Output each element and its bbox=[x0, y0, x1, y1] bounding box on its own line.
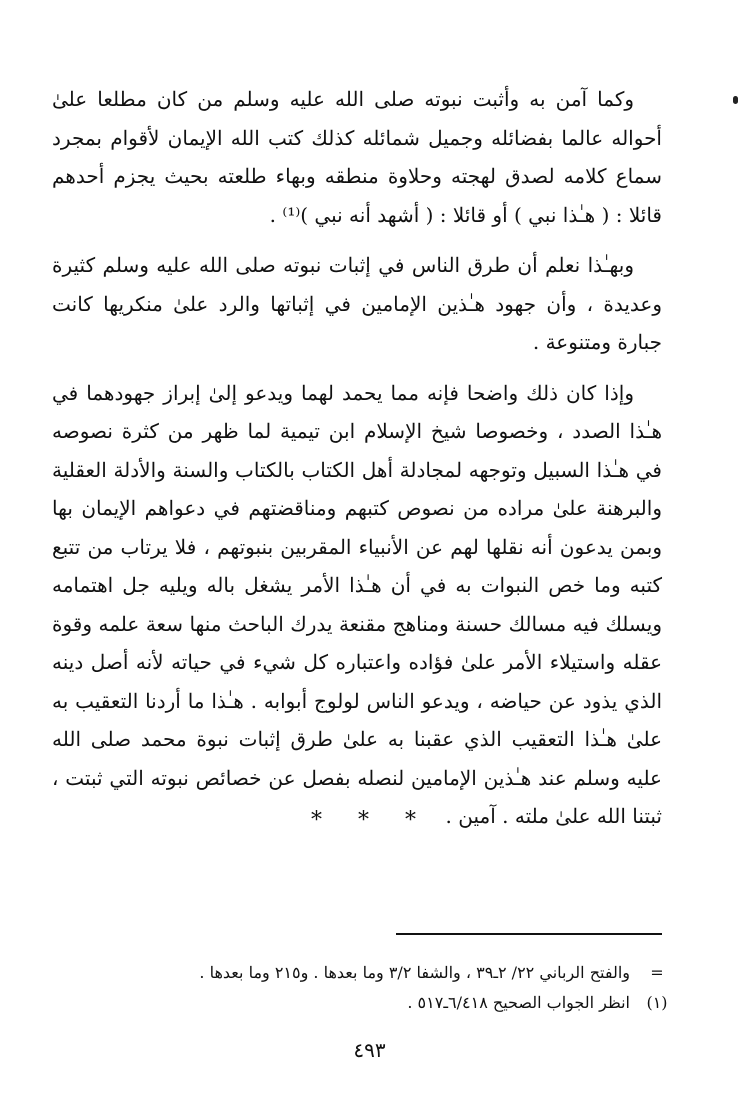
footnotes bbox=[60, 958, 670, 1018]
footnote-text: والفتح الرباني ٢٢/ ٢ـ٣٩ ، والشفا ٣/٢ وما بعدها . و٢١٥ وما بعدها . bbox=[199, 963, 630, 982]
separator-star: * bbox=[405, 808, 428, 833]
footnote-1 bbox=[60, 988, 670, 1018]
paragraph-2: وبهـٰذا نعلم أن طرق الناس في إثبات نبوته صلى الله عليه وسلم كثيرة وعديدة ، وأن جهود هـٰذين الإمامين في إثباتها والرد علىٰ منكريها كانت جبارة ومتنوعة . bbox=[52, 253, 662, 354]
main-text bbox=[52, 80, 662, 836]
footnote-mark: (١) bbox=[646, 993, 668, 1012]
footnote-rule bbox=[396, 933, 662, 935]
page-number: ٤٩٣ bbox=[353, 1038, 386, 1062]
page-edge-mark bbox=[733, 96, 738, 104]
section-separator bbox=[0, 808, 739, 833]
paragraph-3: وإذا كان ذلك واضحا فإنه مما يحمد لهما ويدعو إلىٰ إبراز جهودهما في هـٰذا الصدد ، وخصوصا شيخ الإسلام ابن تيمية لما ظهر من كثرة نصوصه في هـٰذا السبيل وتوجهه لمجادلة أهل الكتاب بالكتاب والسنة والأدلة العقلية والبرهنة علىٰ مراده من نصوص كتبهم ومناقضتهم في دعواهم الإيمان بها وبمن يدعون أنه نقلها لهم عن الأنبياء المقربين بنبوتهم ، فلا يرتاب من تتبع كتبه وما خص النبوات به في أن هـٰذا الأمر يشغل باله ويليه جل اهتمامه ويسلك فيه مسالك حسنة ومناهج مقنعة يدرك الباحث منها سعة علمه وقوة عقله واستيلاء الأمر علىٰ فؤاده واعتباره كل شيء في حياته لأنه أصل دينه الذي يذود عن حياضه ، ويدعو الناس لولوج أبوابه . هـٰذا ما أردنا التعقيب به علىٰ هـٰذا التعقيب الذي عقبنا به علىٰ طرق إثبات نبوة محمد صلى الله عليه وسلم عند هـٰذين الإمامين لنصله بفصل عن خصائص نبوته التي ثبتت ، ثبتنا الله علىٰ ملته . آمين . bbox=[52, 380, 663, 828]
footnote-text: انظر الجواب الصحيح ٦/٤١٨ـ٥١٧ . bbox=[407, 993, 630, 1012]
footnote-continuation bbox=[60, 958, 670, 988]
footnote-mark: = bbox=[650, 963, 664, 982]
paragraph-1: وكما آمن به وأثبت نبوته صلى الله عليه وسلم من كان مطلعا علىٰ أحواله عالما بفضائله وجميل شمائله كذلك كتب الله الإيمان لأقوام بمجرد سماع كلامه لصدق لهجته وحلاوة منطقه وبهاء طلعته بحيث يجزم أحدهم قائلا : ( هـٰذا نبي ) أو قائلا : ( أشهد أنه نبي )⁽¹⁾ . bbox=[52, 87, 662, 227]
separator-star: * bbox=[358, 808, 381, 833]
separator-star: * bbox=[311, 808, 334, 833]
